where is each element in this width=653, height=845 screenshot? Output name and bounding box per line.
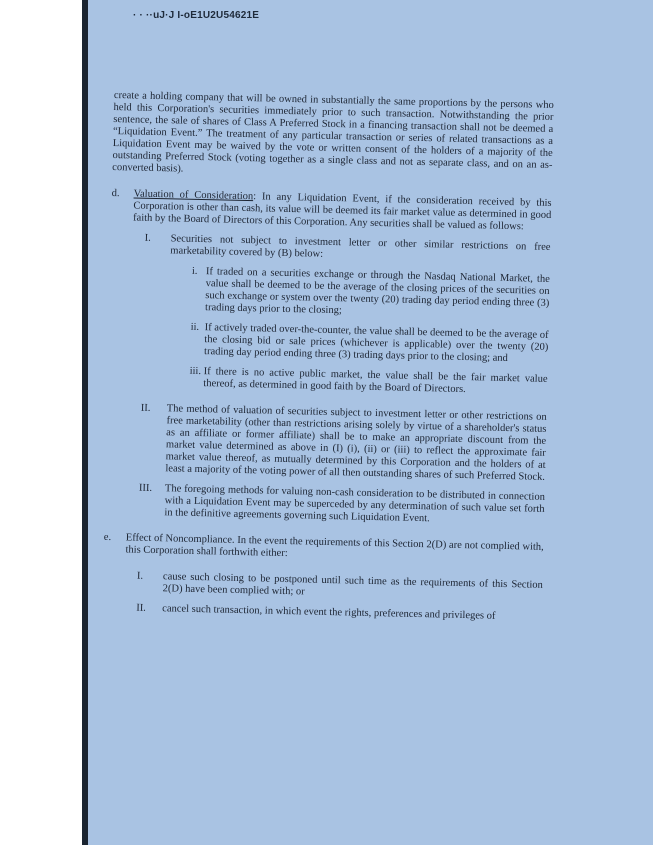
sub-i-marker: i.: [191, 265, 198, 277]
section-e-item-1-marker: I.: [136, 570, 144, 582]
section-d-item-1-sub-ii: [190, 322, 549, 366]
sub-iii-text: If there is no active public market, the value shall be the fair market value thereof, as determined in good faith by the Board of Directors.: [203, 366, 548, 396]
document-header-code: · · ··uJ·J I-oE1U2U54621E: [133, 10, 260, 21]
section-d-item-1-sub-i: [191, 266, 550, 322]
section-d-text: : In any Liquidation Event, if the consideration received by this Corporation is other than cash, its value will be deemed its fair market value as determined in good faith by the Board of Directors of this Corporation. Any securities shall be valued as follows:: [132, 191, 552, 233]
section-e-item-2: [136, 603, 542, 624]
section-d-item-1-text: Securities not subject to investment letter or other similar restrictions on free marketability covered by (B) below:: [170, 233, 551, 260]
section-d-marker: d.: [111, 187, 120, 200]
section-e-marker: e.: [103, 531, 112, 544]
section-d-item-2-marker: II.: [140, 402, 151, 414]
section-e-item-2-marker: II.: [136, 602, 146, 614]
section-d-content: [133, 188, 552, 233]
section-d-item-1: [144, 233, 550, 266]
section-d-item-3: [138, 483, 545, 528]
section-d-item-3-text: The foregoing methods for valuing non-cash consideration to be distributed in connection with a Liquidation Event may be superceded by any determination of such value set forth in the definitive agreements governing such Liquidation Event.: [164, 483, 545, 525]
intro-paragraph: create a holding company that will be owned in substantially the same proportions by the persons who held this Corporation's securities immediately prior to such transaction. Notwithstanding the prior sentence, the sale of shares of Class A Preferred Stock in a financing transaction shall not be deemed a “Liquidation Event.” The treatment of any particular transaction or series of related transactions as a Liquidation Event may be waived by the vote or written consent of the holders of a majority of the outstanding Preferred Stock (voting together as a single class and not as separate class, and on an as-converted basis).: [112, 90, 554, 175]
section-e-item-1: [137, 571, 543, 604]
section-e: [103, 532, 543, 566]
section-d: [111, 188, 552, 234]
sub-i-text: If traded on a securities exchange or through the Nasdaq National Market, the value shall be deemed to be the average of the closing prices of the securities on such exchange or system over the twenty (20) trading day period ending three (3) trading days prior to the closing;: [204, 266, 550, 317]
section-d-item-3-marker: III.: [138, 482, 153, 494]
section-d-item-1-marker: I.: [144, 232, 151, 244]
section-d-item-2: [139, 403, 547, 484]
sub-ii-marker: ii.: [190, 321, 200, 333]
sub-ii-text: If actively traded over-the-counter, the value shall be deemed to be the average of the closing bid or sale prices (whichever is applicable) over the twenty (20) trading day period ending three (3) trading days prior to the closing; and: [203, 322, 549, 365]
document-body: [102, 90, 554, 632]
section-d-item-1-sub-iii: [189, 366, 547, 398]
section-d-item-2-text: The method of valuation of securities subject to investment letter or other restrictions on free marketability (other than restrictions arising solely by virtue of a shareholder's status as an affiliate or former affiliate) shall be to make an appropriate discount from the market value determined as above in (I) (i), (ii) or (iii) to reflect the approximate fair market value thereof, as mutually determined by this Corporation and the holders of at least a majority of the voting power of all then outstanding shares of such Preferred Stock.: [165, 403, 547, 483]
section-e-item-1-text: cause such closing to be postponed until such time as the requirements of this Section 2(D) have been complied with; or: [162, 571, 543, 598]
sub-iii-marker: iii.: [189, 365, 202, 378]
section-e-item-2-text: cancel such transaction, in which event the rights, preferences and privileges of: [162, 603, 496, 622]
section-e-text: Effect of Noncompliance. In the event the requirements of this Section 2(D) are not complied with, this Corporation shall forthwith either:: [125, 532, 544, 560]
section-d-title: Valuation of Consideration: [133, 188, 254, 203]
document-page: [88, 0, 653, 845]
